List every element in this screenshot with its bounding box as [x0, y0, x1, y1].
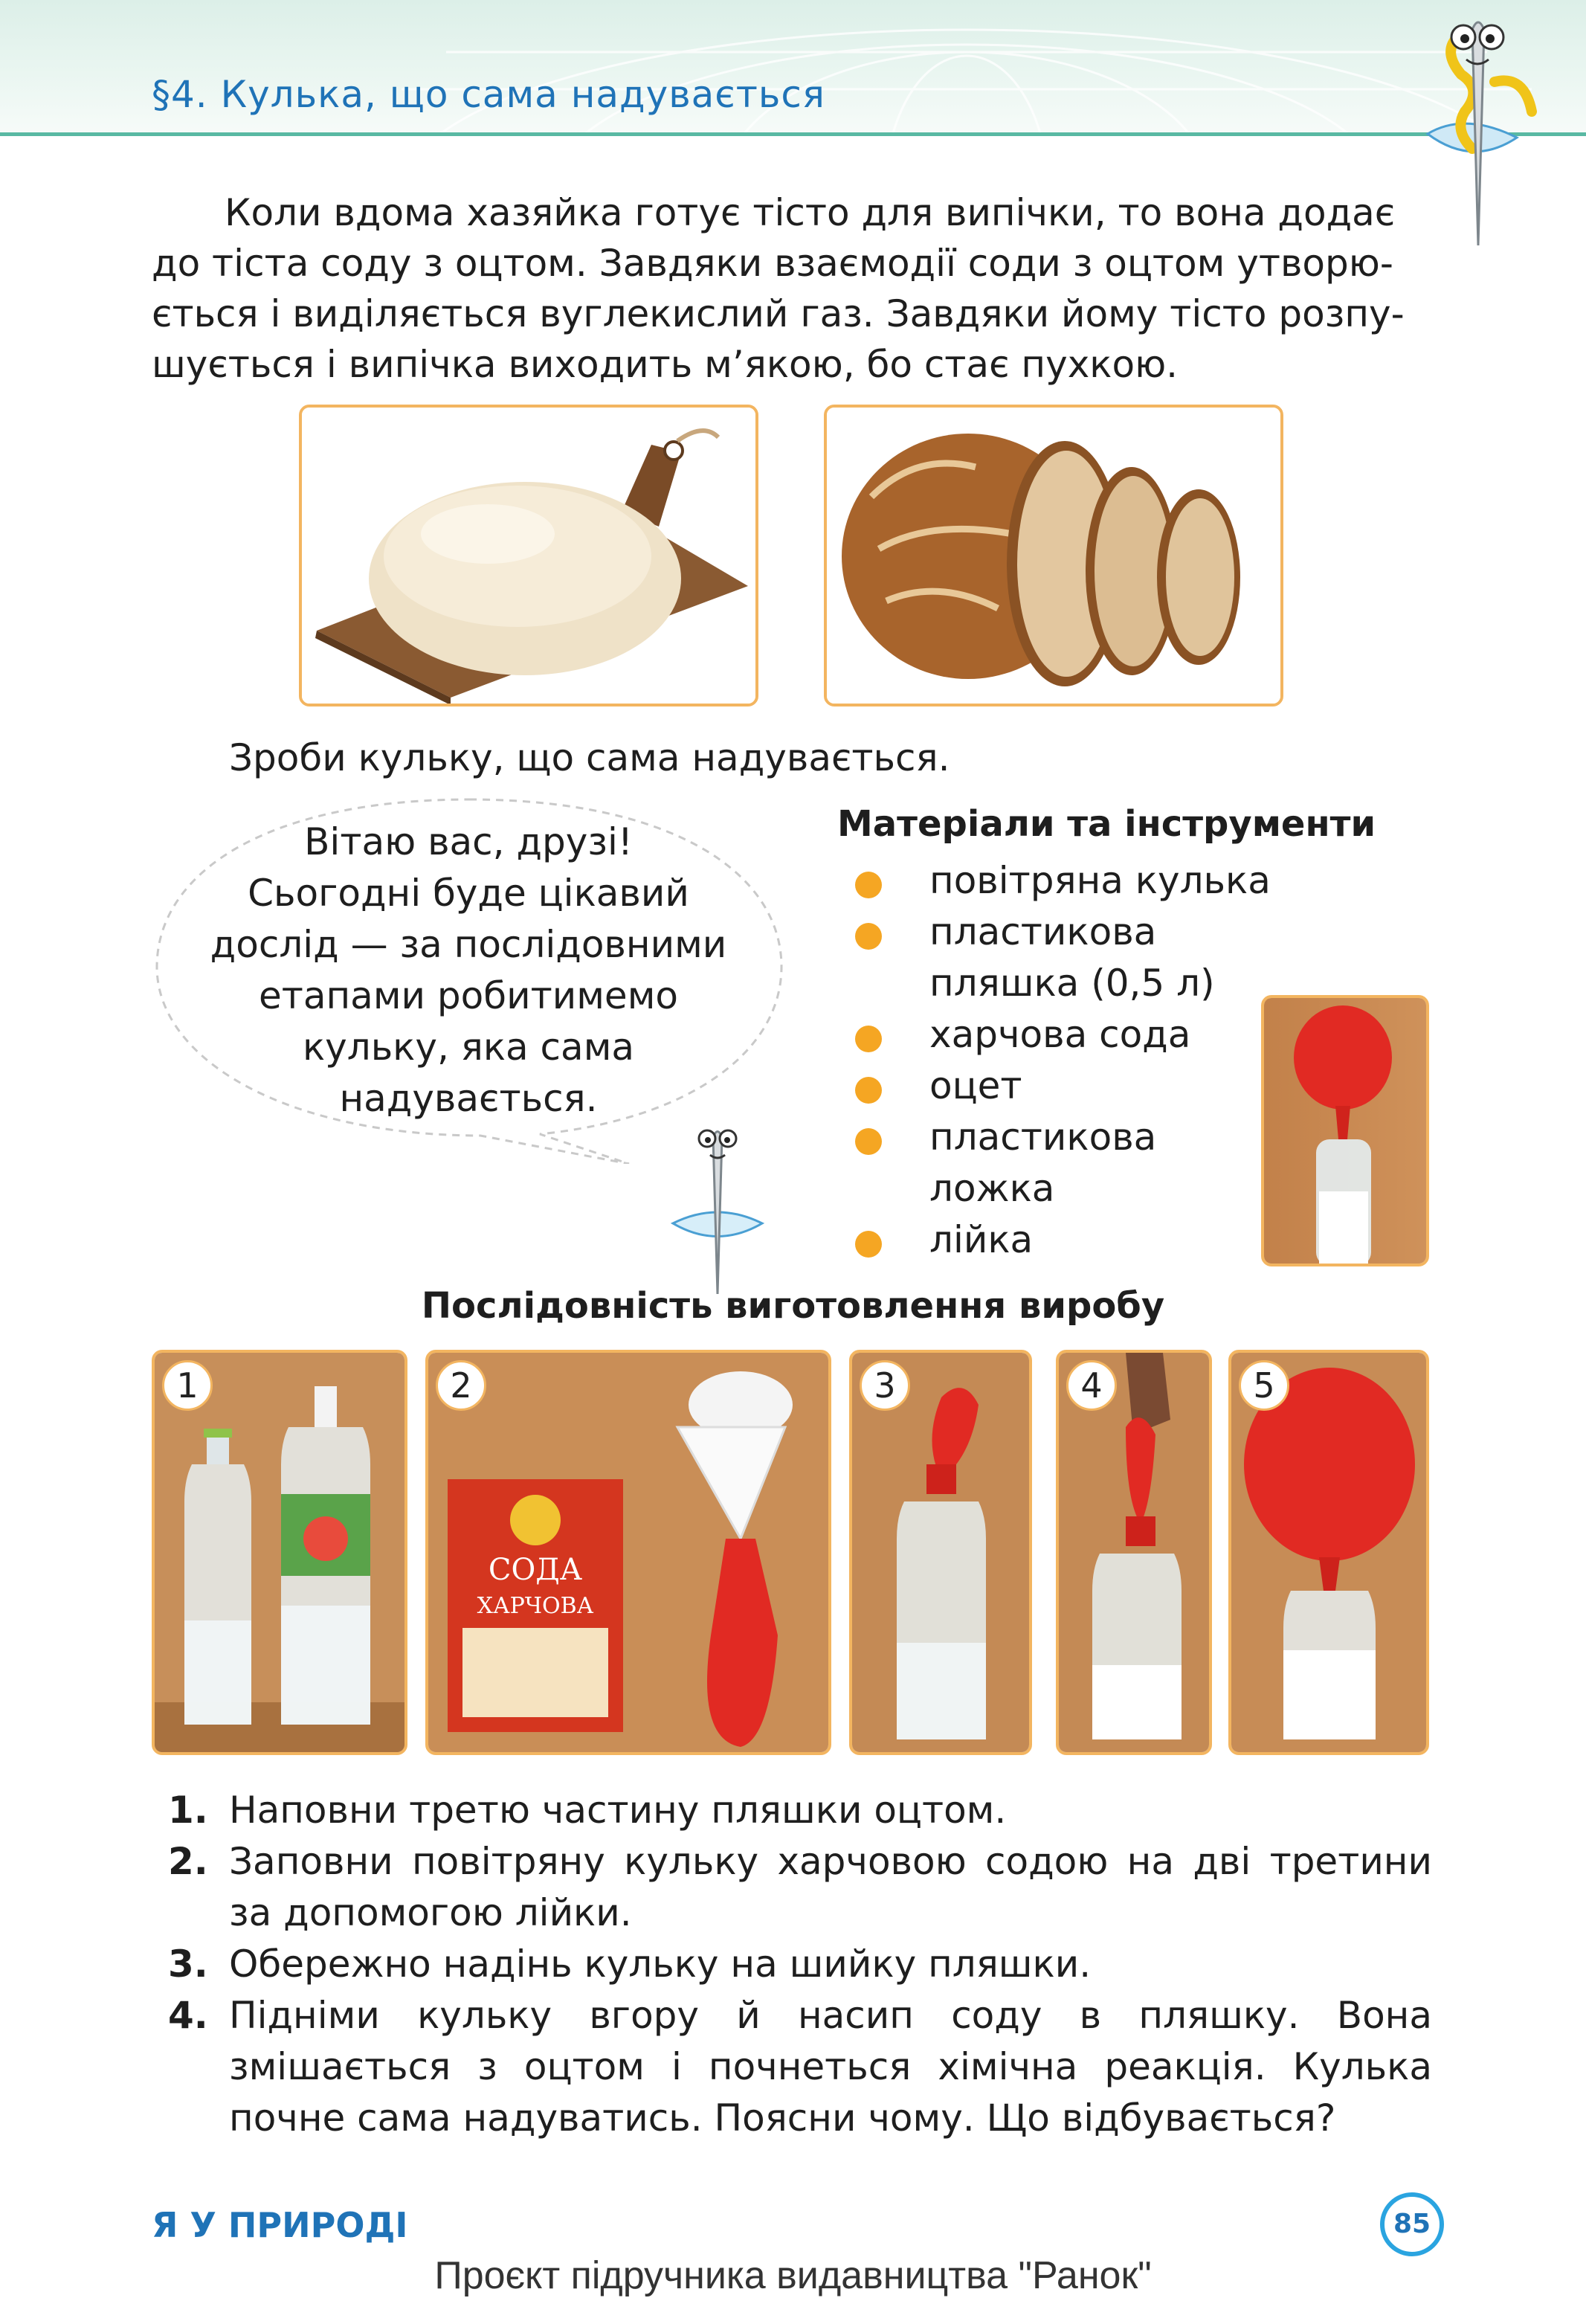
intro-line: шується і випічка виходить м’якою, бо стає пухкою. — [152, 343, 1179, 386]
material-item: харчова сода — [855, 1009, 1376, 1060]
intro-line: ється і виділяється вуглекислий газ. Завдяки йому тісто розпу- — [152, 292, 1405, 335]
step-number-badge: 2 — [436, 1360, 486, 1411]
header-rule — [0, 132, 1586, 136]
material-item: пластикова пляшка (0,5 л) — [855, 907, 1316, 1009]
dough-photo — [299, 405, 758, 706]
material-item: пластикова ложка — [855, 1112, 1123, 1214]
footer-section-label: Я У ПРИРОДІ — [152, 2205, 408, 2245]
soda-box-label: СОДА — [488, 1553, 583, 1587]
intro-line: Коли вдома хазяйка готує тісто для випічки, то вона додає — [225, 191, 1396, 234]
page-number: 85 — [1380, 2192, 1444, 2256]
step-number-badge: 5 — [1239, 1360, 1289, 1411]
intro-paragraph — [152, 187, 1431, 390]
step-number-badge: 1 — [162, 1360, 213, 1411]
intro-line: до тіста соду з оцтом. Завдяки взаємодії соди з оцтом утворю- — [152, 242, 1393, 285]
materials-title: Матеріали та інструменти — [837, 803, 1376, 845]
small-needle-mascot-icon — [665, 1119, 770, 1298]
step-photo-4 — [1056, 1350, 1212, 1755]
instruction-step: 4. Підніми кульку вгору й насип соду в пляшку. Вона змішається з оцтом і почнеться хімічна реакція. Кулька почне сама надуватись. Поясни чому. Що відбувається? — [168, 1994, 1432, 2140]
bread-photo — [824, 405, 1283, 706]
instruction-step: 1. Наповни третю частину пляшки оцтом. — [168, 1789, 1007, 1832]
step-photo-5 — [1228, 1350, 1429, 1755]
page-title: §4. Кулька, що сама надувається — [152, 73, 825, 116]
material-item: лійка — [855, 1214, 1376, 1266]
speech-text: Вітаю вас, друзі! Сьогодні буде цікавий дослід — за послідовними етапами робитимемо кульку, яка сама надувається. — [210, 820, 727, 1120]
step-photo-3 — [849, 1350, 1032, 1755]
step-photo-1 — [152, 1350, 407, 1755]
material-item: оцет — [855, 1060, 1376, 1112]
instruction-step: 3. Обережно надінь кульку на шийку пляшки. — [168, 1942, 1092, 1986]
step-photo-2 — [425, 1350, 831, 1755]
material-item: повітряна кулька — [855, 855, 1376, 907]
publisher-credit: Проєкт підручника видавництва "Ранок" — [434, 2254, 1152, 2297]
task-lead-sentence: Зроби кульку, що сама надувається. — [229, 736, 950, 779]
sequence-title: Послідовність виготовлення виробу — [421, 1285, 1165, 1327]
step-number-badge: 3 — [860, 1360, 910, 1411]
instruction-steps — [168, 1785, 1432, 2144]
result-balloon-photo — [1261, 995, 1429, 1266]
soda-box-label: ХАРЧОВА — [477, 1593, 594, 1619]
instruction-step: 2. Заповни повітряну кульку харчовою содою на дві третини за допомогою лійки. — [168, 1840, 1432, 1934]
step-number-badge: 4 — [1066, 1360, 1117, 1411]
